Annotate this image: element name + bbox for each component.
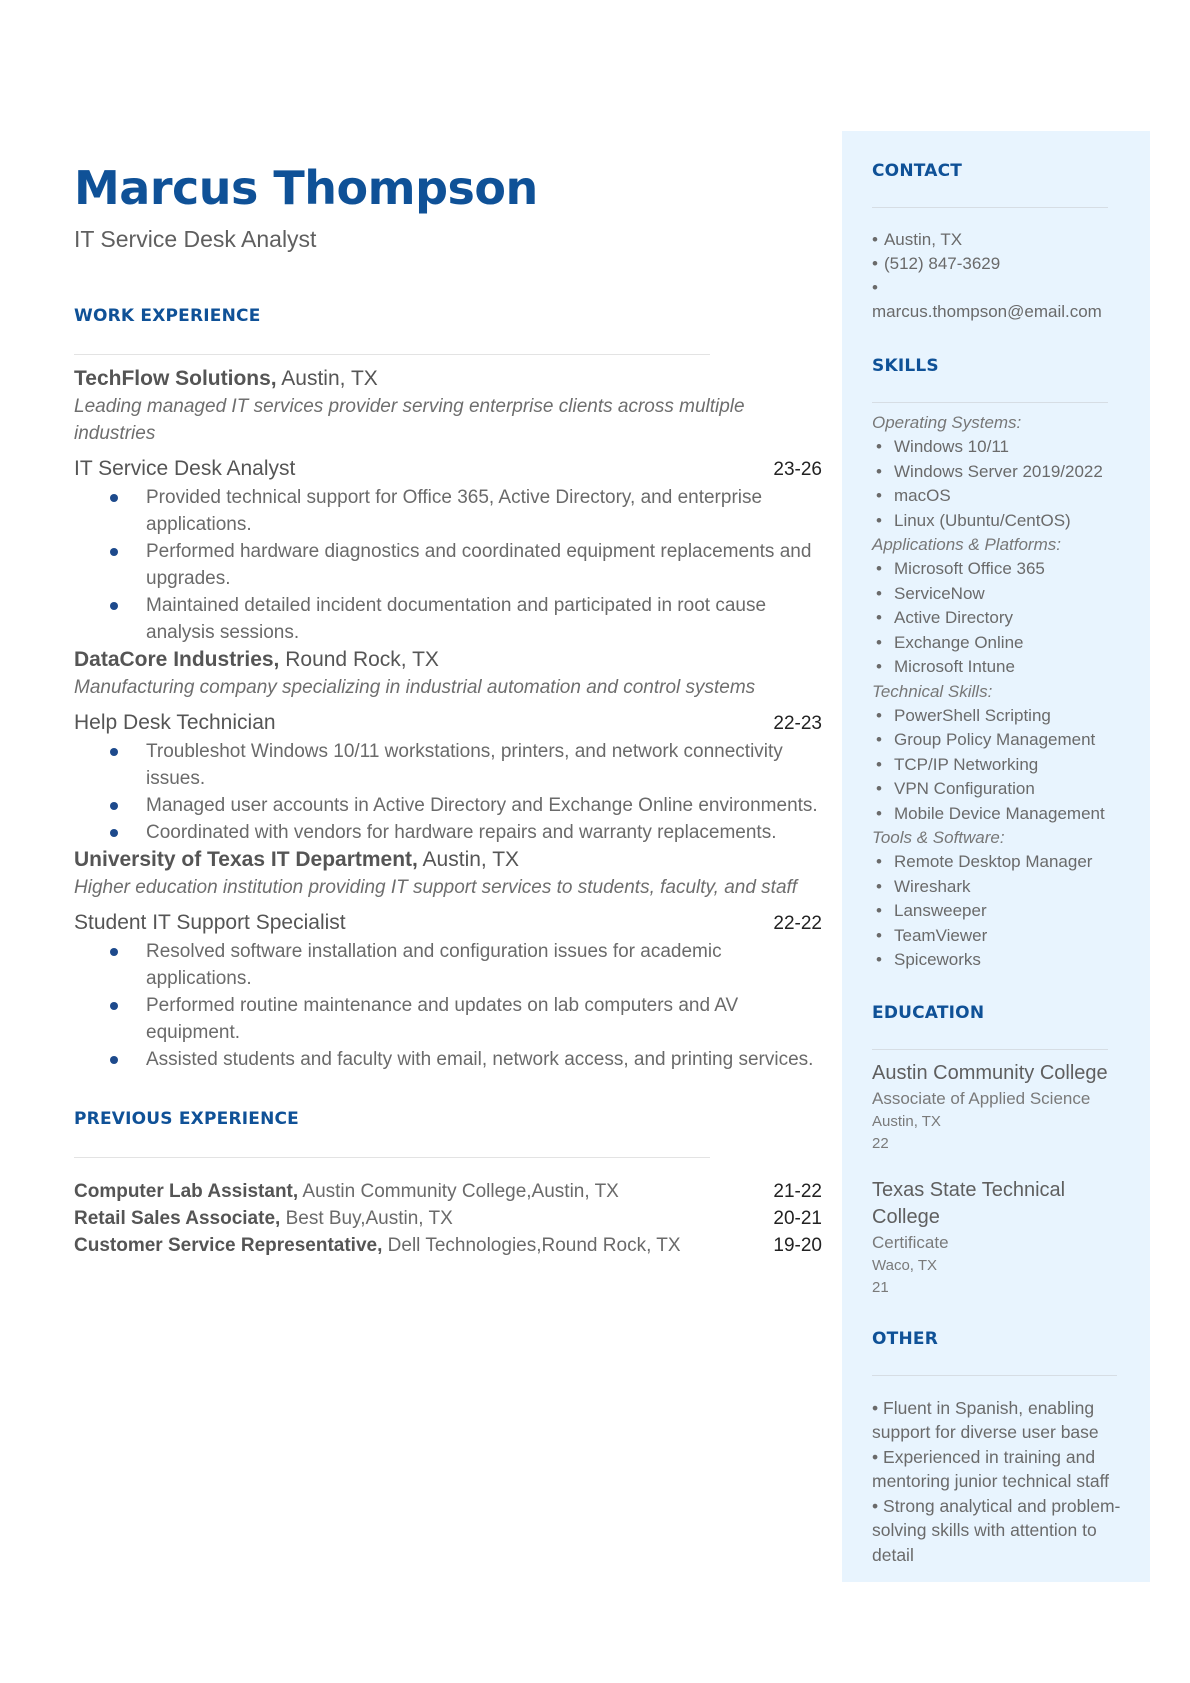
bullet-icon: • (876, 583, 882, 603)
bullet-icon: • (876, 510, 882, 530)
job-role-row (74, 455, 822, 484)
contact-section (872, 161, 1132, 324)
job-bullet (146, 792, 822, 819)
skill-item-text: PowerShell Scripting (894, 705, 1051, 725)
bullet-icon: • (872, 278, 878, 297)
education-item (872, 1060, 1132, 1155)
bullet-icon: • (876, 632, 882, 652)
skill-item (872, 606, 1132, 631)
other-list (872, 1396, 1122, 1568)
other-item-text: Fluent in Spanish, enabling support for diverse user base (872, 1397, 1099, 1442)
bullet-dot-icon (110, 802, 118, 810)
skill-item (872, 728, 1132, 753)
job-role: Student IT Support Specialist (74, 911, 346, 934)
bullet-text: Resolved software installation and configuration issues for academic applications. (146, 941, 722, 989)
education-degree: Associate of Applied Science (872, 1088, 1091, 1108)
section-divider (872, 1375, 1117, 1376)
education-school: Texas State Technical College (872, 1178, 1066, 1228)
contact-phone-text[interactable]: (512) 847-3629 (883, 254, 1001, 273)
job-entry (74, 646, 822, 846)
section-divider (872, 207, 1108, 208)
skills-list (872, 411, 1132, 973)
sidebar (842, 131, 1150, 1582)
job-company-line (74, 646, 822, 674)
skill-item (872, 704, 1132, 729)
skill-item (872, 850, 1132, 875)
skill-item (872, 777, 1132, 802)
bullet-dot-icon (110, 548, 118, 556)
bullet-dot-icon (110, 829, 118, 837)
other-item (872, 1445, 1122, 1494)
bullet-dot-icon (110, 1002, 118, 1010)
job-company: University of Texas IT Department, (74, 848, 418, 871)
skill-item-text: TeamViewer (894, 925, 988, 945)
bullet-icon: • (876, 779, 882, 798)
previous-experience-heading: PREVIOUS EXPERIENCE (74, 1109, 299, 1129)
main-column (74, 158, 822, 1259)
contact-email[interactable] (872, 276, 1132, 324)
job-entry (74, 365, 822, 646)
bullet-icon: • (876, 852, 882, 871)
skill-item (872, 948, 1132, 973)
skill-item-text: macOS (894, 486, 951, 505)
skill-item-text: Wireshark (894, 876, 971, 896)
previous-job-org: Austin Community College,Austin, TX (298, 1181, 619, 1202)
education-location: Waco, TX (872, 1256, 938, 1274)
bullet-dot-icon (110, 494, 118, 502)
bullet-icon: • (876, 876, 882, 896)
skill-item (872, 582, 1132, 607)
education-location: Austin, TX (872, 1112, 941, 1130)
job-company: TechFlow Solutions, (74, 367, 277, 390)
bullet-icon: • (876, 901, 882, 920)
job-bullets (74, 938, 822, 1073)
job-bullets (74, 738, 822, 846)
bullet-icon: • (876, 803, 882, 823)
job-company-line (74, 365, 822, 393)
job-bullet (146, 738, 822, 792)
job-dates: 23-26 (773, 459, 822, 480)
bullet-icon: • (872, 1495, 879, 1516)
other-item (872, 1494, 1122, 1568)
job-role: IT Service Desk Analyst (74, 457, 296, 480)
bullet-text: Assisted students and faculty with email, network access, and printing services. (146, 1049, 814, 1070)
bullet-text: Coordinated with vendors for hardware repairs and warranty replacements. (146, 822, 777, 843)
job-description: Manufacturing company specializing in industrial automation and control systems (74, 677, 756, 698)
contact-location-text: Austin, TX (883, 230, 963, 249)
education-year: 22 (872, 1134, 889, 1152)
bullet-icon: • (876, 559, 882, 578)
section-divider (872, 1049, 1108, 1050)
skill-category: Operating Systems: (872, 413, 1022, 432)
work-experience-list (74, 365, 822, 1073)
skill-item (872, 802, 1132, 827)
skill-item (872, 557, 1132, 582)
other-heading: OTHER (872, 1328, 938, 1349)
contact-heading: CONTACT (872, 161, 963, 181)
skill-item-text: Linux (Ubuntu/CentOS) (894, 510, 1071, 530)
skill-item (872, 460, 1132, 485)
skill-item (872, 484, 1132, 509)
job-bullet (146, 992, 822, 1046)
skills-section (872, 356, 1132, 973)
bullet-text: Provided technical support for Office 365, Active Directory, and enterprise applications. (146, 487, 763, 535)
bullet-text: Performed hardware diagnostics and coordinated equipment replacements and upgrades. (146, 541, 812, 589)
education-degree: Certificate (872, 1232, 949, 1252)
previous-job-dates: 21-22 (773, 1181, 822, 1202)
bullet-icon: • (872, 230, 878, 249)
skill-item (872, 435, 1132, 460)
skill-item (872, 631, 1132, 656)
bullet-icon: • (876, 730, 882, 749)
skill-item (872, 899, 1132, 924)
bullet-icon: • (876, 950, 882, 969)
job-dates: 22-23 (773, 713, 822, 734)
bullet-icon: • (876, 925, 882, 945)
skill-item-text: Microsoft Intune (894, 657, 1015, 676)
candidate-title: IT Service Desk Analyst (74, 226, 317, 252)
skill-item-text: Group Policy Management (894, 730, 1096, 749)
bullet-icon: • (872, 1446, 879, 1467)
job-description: Leading managed IT services provider serving enterprise clients across multiple industries (74, 396, 745, 444)
previous-job-row (74, 1178, 822, 1205)
bullet-icon: • (876, 437, 882, 456)
skill-item-text: ServiceNow (894, 583, 985, 603)
education-school: Austin Community College (872, 1061, 1108, 1084)
previous-job-org: Dell Technologies,Round Rock, TX (382, 1235, 681, 1256)
bullet-text: Performed routine maintenance and updates on lab computers and AV equipment. (146, 995, 739, 1043)
work-experience-heading: WORK EXPERIENCE (74, 306, 261, 326)
skill-item-text: Lansweeper (894, 901, 987, 920)
bullet-icon: • (876, 754, 882, 774)
previous-job-dates: 20-21 (773, 1208, 822, 1229)
previous-job-row (74, 1232, 822, 1259)
skill-item-text: Windows Server 2019/2022 (894, 461, 1103, 481)
other-item-text: Experienced in training and mentoring junior technical staff (872, 1446, 1110, 1491)
bullet-text: Managed user accounts in Active Directory and Exchange Online environments. (146, 795, 818, 816)
job-bullet (146, 938, 822, 992)
job-bullet (146, 819, 822, 846)
skill-item-text: Remote Desktop Manager (894, 852, 1093, 871)
contact-email-link[interactable]: marcus.thompson@email.com (872, 302, 1102, 321)
section-divider (872, 402, 1108, 403)
job-location: Austin, TX (276, 367, 378, 390)
bullet-text: Troubleshot Windows 10/11 workstations, printers, and network connectivity issues. (146, 741, 783, 789)
skill-item-text: Spiceworks (894, 950, 981, 969)
job-role: Help Desk Technician (74, 711, 276, 734)
skill-item-text: Microsoft Office 365 (894, 559, 1045, 578)
job-bullet (146, 592, 822, 646)
job-bullet (146, 1046, 822, 1073)
bullet-icon: • (872, 254, 878, 273)
bullet-icon: • (876, 461, 882, 481)
skill-item-text: TCP/IP Networking (894, 754, 1039, 774)
skill-item (872, 924, 1132, 949)
bullet-text: Maintained detailed incident documentation and participated in root cause analysis sessions. (146, 595, 767, 643)
bullet-dot-icon (110, 602, 118, 610)
previous-job-org: Best Buy,Austin, TX (280, 1208, 453, 1229)
sidebar-content (872, 161, 1132, 1567)
job-description: Higher education institution providing IT support services to students, faculty, and staff (74, 877, 798, 898)
skill-item (872, 509, 1132, 534)
candidate-name: Marcus Thompson (74, 161, 538, 215)
section-divider (74, 354, 710, 355)
skills-heading: SKILLS (872, 356, 939, 376)
previous-job-row (74, 1205, 822, 1232)
contact-phone[interactable] (872, 252, 1132, 276)
education-heading: EDUCATION (872, 1002, 985, 1023)
education-section (872, 1003, 1132, 1299)
skill-category: Tools & Software: (872, 828, 1005, 847)
contact-list (872, 228, 1132, 324)
skill-item-text: Windows 10/11 (894, 437, 1009, 456)
skill-item-text: Active Directory (894, 608, 1014, 627)
skill-item (872, 655, 1132, 680)
job-bullet (146, 484, 822, 538)
job-bullets (74, 484, 822, 646)
bullet-dot-icon (110, 948, 118, 956)
job-role-row (74, 709, 822, 738)
other-item-text: Strong analytical and problem-solving skills with attention to detail (872, 1495, 1121, 1565)
job-dates: 22-22 (773, 913, 822, 934)
bullet-icon: • (876, 608, 882, 627)
bullet-icon: • (876, 486, 882, 505)
section-divider (74, 1157, 710, 1158)
skill-category: Applications & Platforms: (872, 535, 1061, 554)
job-entry (74, 846, 822, 1073)
skill-item (872, 875, 1132, 900)
previous-job-dates: 19-20 (773, 1235, 822, 1256)
job-location: Round Rock, TX (279, 648, 439, 671)
other-section (872, 1329, 1132, 1568)
education-item (872, 1177, 1102, 1299)
job-company-line (74, 846, 822, 874)
contact-location (872, 228, 1132, 252)
skill-item (872, 753, 1132, 778)
skill-item-text: Exchange Online (894, 632, 1024, 652)
job-role-row (74, 909, 822, 938)
education-year: 21 (872, 1278, 889, 1296)
previous-job-role: Computer Lab Assistant, (74, 1181, 299, 1202)
job-bullet (146, 538, 822, 592)
skill-category: Technical Skills: (872, 681, 993, 701)
bullet-icon: • (872, 1397, 879, 1418)
bullet-icon: • (876, 657, 882, 676)
bullet-dot-icon (110, 1056, 118, 1064)
previous-experience-list (74, 1178, 822, 1259)
skill-item-text: VPN Configuration (894, 779, 1035, 798)
skill-item-text: Mobile Device Management (894, 803, 1105, 823)
bullet-dot-icon (110, 748, 118, 756)
previous-job-role: Retail Sales Associate, (74, 1208, 281, 1229)
other-item (872, 1396, 1122, 1445)
bullet-icon: • (876, 705, 882, 725)
previous-job-role: Customer Service Representative, (74, 1235, 383, 1256)
job-location: Austin, TX (417, 848, 520, 871)
job-company: DataCore Industries, (74, 648, 280, 671)
